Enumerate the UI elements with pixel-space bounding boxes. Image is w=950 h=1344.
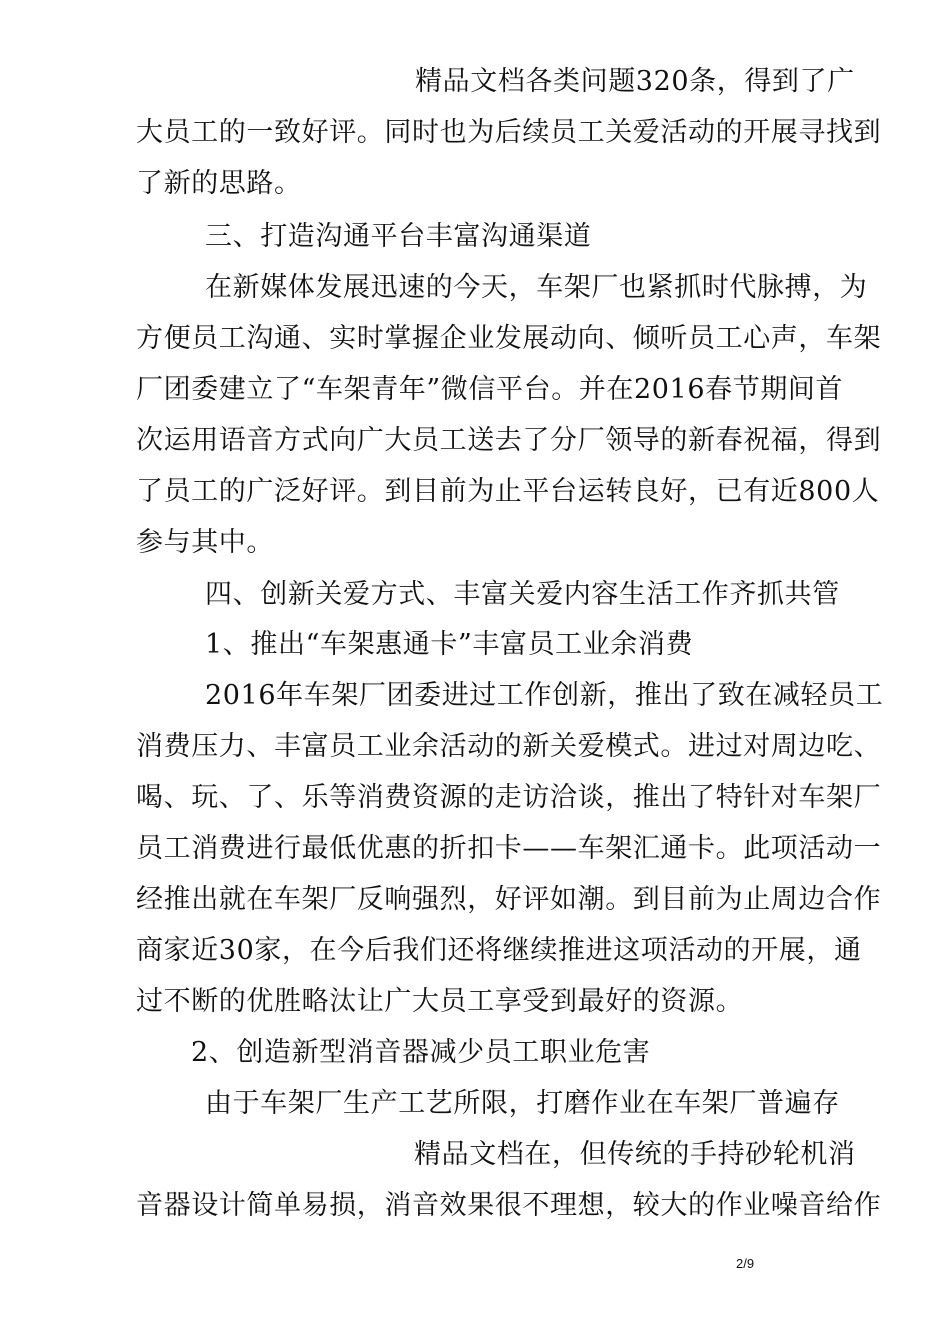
- section-heading-four: 四、创新关爱方式、丰富关爱内容生活工作齐抓共管: [205, 579, 840, 610]
- text-line-1: 精品文档各类问题320条，得到了广: [415, 66, 855, 97]
- text-line-19: 过不断的优胜略汰让广大员工享受到最好的资源。: [136, 986, 744, 1017]
- text-line-10: 参与其中。: [136, 527, 274, 558]
- section-heading-three: 三、打造沟通平台丰富沟通渠道: [205, 221, 592, 252]
- text-line-5: 在新媒体发展迅速的今天，车架厂也紧抓时代脉搏，为: [205, 272, 868, 303]
- text-line-7: 厂团委建立了“车架青年”微信平台。并在2016春节期间首: [136, 374, 844, 405]
- text-line-22: 精品文档在，但传统的手持砂轮机消: [414, 1139, 856, 1170]
- text-line-21: 由于车架厂生产工艺所限，打磨作业在车架厂普遍存: [205, 1088, 840, 1119]
- text-line-15: 喝、玩、了、乐等消费资源的走访洽谈，推出了特针对车架厂: [136, 782, 882, 813]
- text-line-13: 2016年车架厂团委进过工作创新，推出了致在减轻员工: [205, 680, 884, 711]
- text-line-3: 了新的思路。: [136, 168, 302, 199]
- subheading-one: 1、推出“车架惠通卡”丰富员工业余消费: [205, 629, 694, 660]
- text-line-2: 大员工的一致好评。同时也为后续员工关爱活动的开展寻找到: [136, 117, 882, 148]
- text-line-8: 次运用语音方式向广大员工送去了分厂领导的新春祝福，得到: [136, 425, 882, 456]
- text-line-16: 员工消费进行最低优惠的折扣卡——车架汇通卡。此项活动一: [136, 833, 882, 864]
- text-line-14: 消费压力、丰富员工业余活动的新关爱模式。进过对周边吃、: [136, 731, 882, 762]
- text-line-17: 经推出就在车架厂反响强烈，好评如潮。到目前为止周边合作: [136, 884, 882, 915]
- text-line-6: 方便员工沟通、实时掌握企业发展动向、倾听员工心声，车架: [136, 323, 882, 354]
- text-line-9: 了员工的广泛好评。到目前为止平台运转良好，已有近800人: [136, 476, 880, 507]
- text-line-23: 音器设计简单易损，消音效果很不理想，较大的作业噪音给作: [136, 1190, 882, 1221]
- text-line-18: 商家近30家，在今后我们还将继续推进这项活动的开展，通: [136, 935, 862, 966]
- subheading-two: 2、创造新型消音器减少员工职业危害: [191, 1037, 651, 1068]
- page-number: 2/9: [736, 1256, 755, 1271]
